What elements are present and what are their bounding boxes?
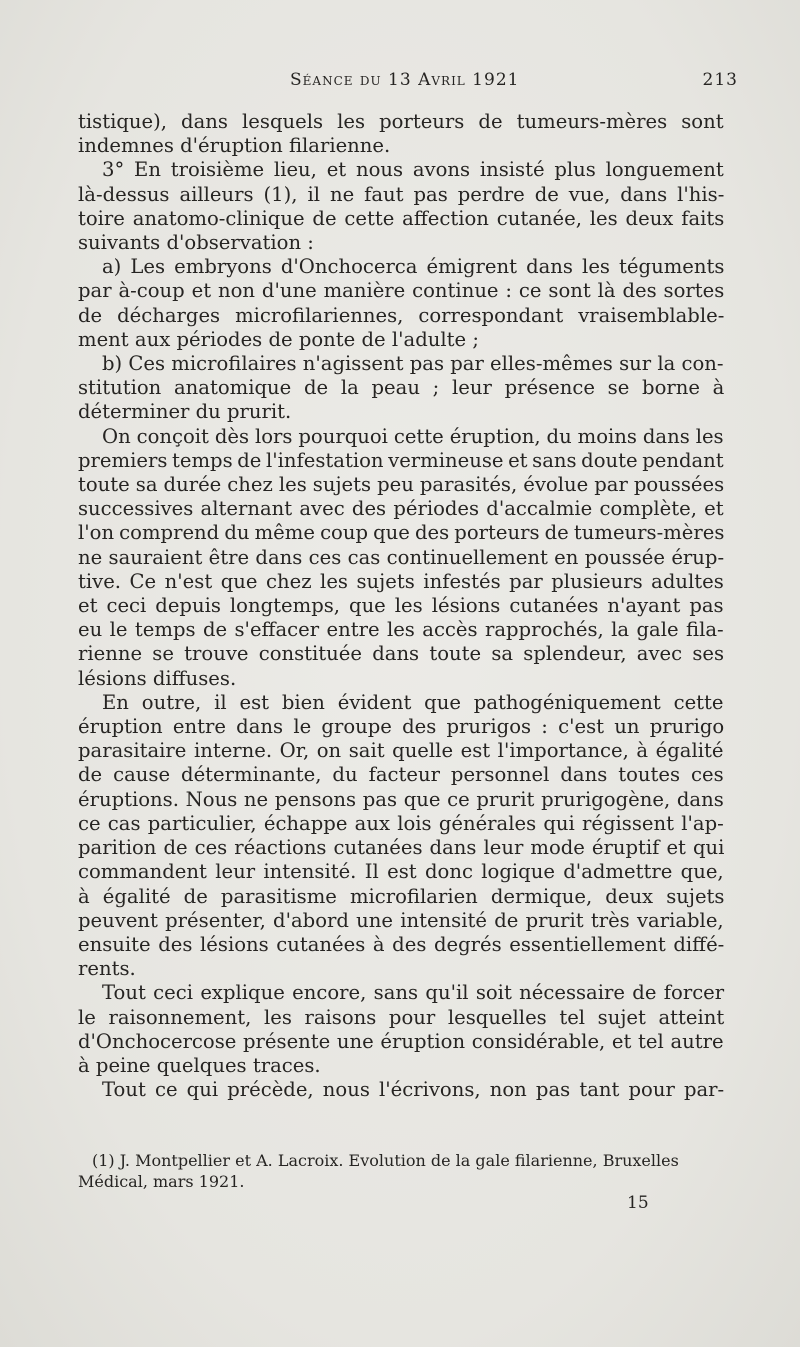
text-line: tistique), dans lesquels les porteurs de tumeurs-mères sont	[78, 110, 724, 133]
text-line: Tout ce qui précède, nous l'écrivons, non pas tant pour par-	[102, 1078, 725, 1102]
text-line: à peine quelques traces.	[78, 1053, 321, 1077]
text-line: b) Ces microfilaires n'agissent pas par elles-mêmes sur la con-	[102, 352, 724, 376]
text-line: à égalité de parasitisme microfilarien dermique, deux sujets	[78, 884, 725, 908]
text-line: On conçoit dès lors pourquoi cette éruption, du moins dans les	[102, 424, 724, 448]
text-line: indemnes d'éruption filarienne.	[78, 134, 391, 158]
text-line: toire anatomo-clinique de cette affection cutanée, les deux faits	[78, 206, 725, 230]
text-line: successives alternant avec des périodes d'accalmie complète, et	[78, 497, 724, 521]
running-title: Séance du 13 Avril 1921	[290, 70, 520, 90]
text-line: a) Les embryons d'Onchocerca émigrent dans les téguments	[102, 255, 725, 279]
body-text	[78, 110, 724, 1102]
text-line: lésions diffuses.	[78, 666, 237, 690]
text-line: commandent leur intensité. Il est donc logique d'admettre que,	[78, 860, 724, 884]
signature-mark: 15	[627, 1193, 649, 1213]
text-line: rents.	[78, 957, 136, 981]
text-line: suivants d'observation :	[78, 231, 314, 255]
text-line: tive. Ce n'est que chez les sujets infestés par plusieurs adultes	[78, 569, 724, 593]
text-line: l'on comprend du même coup que des porteurs de tumeurs-mères	[78, 521, 725, 545]
text-line: de cause déterminante, du facteur personnel dans toutes ces	[78, 763, 724, 787]
text-line: toute sa durée chez les sujets peu parasités, évolue par poussées	[78, 473, 725, 497]
text-line: déterminer du prurit.	[78, 400, 292, 424]
text-line: parition de ces réactions cutanées dans leur mode éruptif et qui	[78, 836, 725, 860]
text-line: 3° En troisième lieu, et nous avons insisté plus longuement	[102, 158, 724, 182]
footnote-line: (1) J. Montpellier et A. Lacroix. Evolution de la gale filarienne, Bruxelles	[92, 1151, 679, 1170]
text-line: de décharges microfilariennes, correspondant vraisemblable-	[78, 303, 725, 327]
text-line: Tout ceci explique encore, sans qu'il soit nécessaire de forcer	[102, 981, 725, 1005]
text-line: ensuite des lésions cutanées à des degrés essentiellement diffé-	[78, 932, 725, 956]
text-line: éruptions. Nous ne pensons pas que ce prurit prurigogène, dans	[78, 787, 724, 811]
text-line: le raisonnement, les raisons pour lesquelles tel sujet atteint	[78, 1005, 725, 1029]
text-line: ce cas particulier, échappe aux lois générales qui régissent l'ap-	[78, 811, 724, 835]
text-line: En outre, il est bien évident que pathogéniquement cette	[102, 690, 724, 714]
text-line: par à-coup et non d'une manière continue : ce sont là des sortes	[78, 279, 725, 303]
text-line: ne sauraient être dans ces cas continuellement en poussée érup-	[78, 545, 725, 569]
text-line: d'Onchocercose présente une éruption considérable, et tel autre	[78, 1029, 724, 1053]
page-number: 213	[702, 70, 738, 90]
text-line: parasitaire interne. Or, on sait quelle est l'importance, à égalité	[78, 739, 724, 763]
text-line: là-dessus ailleurs (1), il ne faut pas perdre de vue, dans l'his-	[78, 182, 725, 206]
text-line: premiers temps de l'infestation vermineuse et sans doute pendant	[78, 448, 724, 472]
footnote	[78, 1150, 724, 1192]
text-line: eu le temps de s'effacer entre les accès rapprochés, la gale fila-	[78, 618, 724, 642]
text-line: stitution anatomique de la peau ; leur présence se borne à	[78, 376, 725, 400]
text-line: ment aux périodes de ponte de l'adulte ;	[78, 327, 479, 351]
text-line: rienne se trouve constituée dans toute sa splendeur, avec ses	[78, 642, 725, 666]
text-line: et ceci depuis longtemps, que les lésions cutanées n'ayant pas	[78, 594, 724, 618]
text-line: peuvent présenter, d'abord une intensité de prurit très variable,	[78, 908, 724, 932]
text-line: éruption entre dans le groupe des prurigos : c'est un prurigo	[78, 715, 725, 739]
running-head	[78, 70, 738, 98]
footnote-line: Médical, mars 1921.	[78, 1172, 245, 1191]
